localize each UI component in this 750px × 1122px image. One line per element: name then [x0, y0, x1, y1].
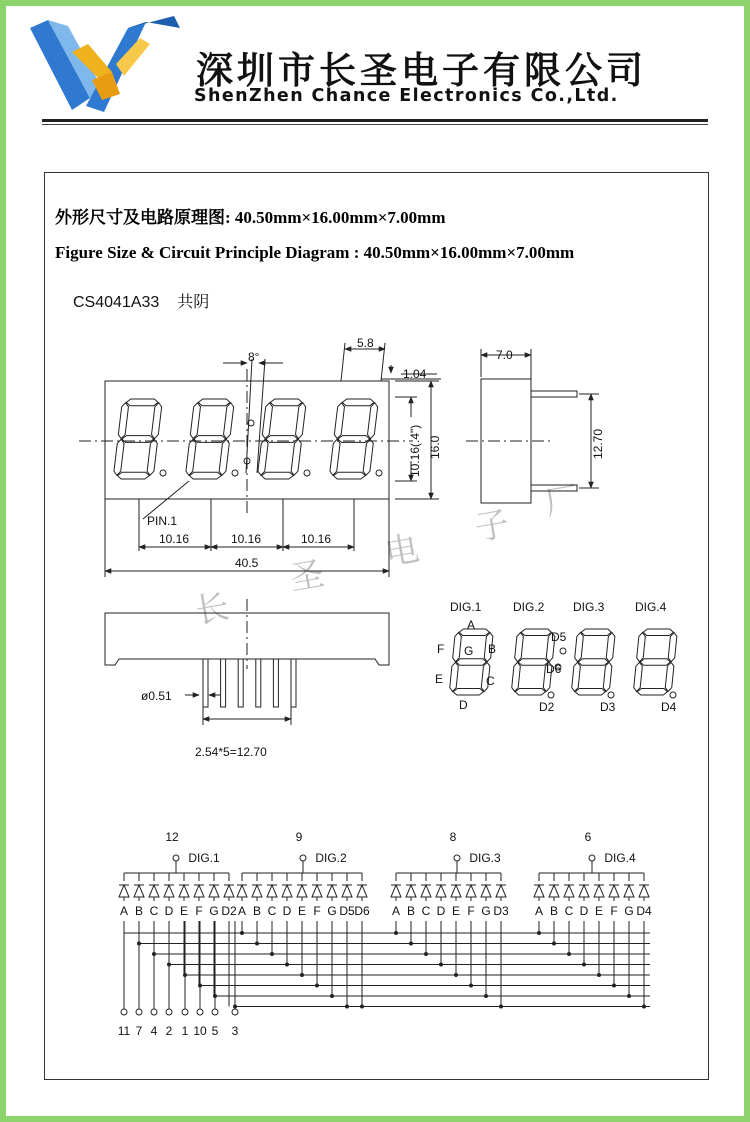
seg-label-b: B — [488, 642, 497, 656]
anode-label-3-f: F — [467, 904, 475, 918]
front-digit-2-seg-c — [219, 439, 229, 475]
led-diode — [312, 885, 322, 897]
segmap-digit-1-seg-f — [453, 633, 462, 662]
led-diode — [327, 885, 337, 897]
anode-label-3-d3: D3 — [493, 904, 509, 918]
front-digit-3-seg-d — [261, 472, 293, 479]
bottom-pin-5 — [273, 659, 278, 707]
common-pin-terminal-3 — [454, 855, 460, 861]
anode-label-1-e: E — [179, 904, 189, 918]
title-en: Figure Size & Circuit Principle Diagram : 40.50mm×16.00mm×7.00mm — [55, 243, 575, 262]
front-digit-2-seg-e — [186, 439, 196, 475]
front-dp-3 — [304, 470, 310, 476]
bottom-pin-terminal-5 — [182, 1009, 188, 1015]
anode-label-4-c: C — [564, 904, 574, 918]
company-logo — [28, 10, 188, 114]
led-diode — [534, 885, 544, 897]
dim-segment-width: 5.8 — [357, 336, 374, 350]
led-diode — [549, 885, 559, 897]
segmap-digit-3-seg-e — [572, 662, 581, 691]
segmap-digit-4-seg-c — [665, 662, 674, 691]
segmap-digit-1-seg-d — [453, 689, 483, 695]
company-name-cn: 深圳市长圣电子有限公司 — [196, 49, 647, 92]
anode-label-4-d4: D4 — [636, 904, 652, 918]
led-diode — [406, 885, 416, 897]
segmap-dig3: DIG.3 — [573, 600, 605, 614]
segmap-dig1: DIG.1 — [450, 600, 482, 614]
schematic-dig-label-1: DIG.1 — [188, 851, 220, 865]
anode-label-4-f: F — [610, 904, 618, 918]
segment-map-labels — [435, 600, 677, 714]
segmap-dp-3 — [608, 692, 614, 698]
led-diode — [209, 885, 219, 897]
led-diode — [481, 885, 491, 897]
side-view — [466, 349, 599, 503]
led-diode — [342, 885, 352, 897]
seg-label-a: A — [467, 618, 476, 632]
front-digit-4-seg-e — [330, 439, 340, 475]
anode-label-3-c: C — [421, 904, 431, 918]
front-digit-1-seg-a — [126, 399, 158, 406]
led-diode — [564, 885, 574, 897]
dim-pin-diameter: ø0.51 — [141, 689, 172, 703]
front-digit-3-seg-b — [296, 403, 306, 439]
bottom-pin-6 — [291, 659, 296, 707]
front-digit-1-seg-f — [118, 403, 128, 439]
segmap-digit-2-seg-g — [518, 659, 548, 665]
technical-drawing — [45, 173, 710, 1081]
bottom-pin-terminal-7 — [212, 1009, 218, 1015]
anode-label-2-f: F — [313, 904, 321, 918]
segmap-digit-4-seg-b — [668, 633, 677, 662]
bottom-pin-1: 11 — [117, 1024, 131, 1038]
bottom-pin-3 — [238, 659, 243, 707]
dp-label-d2: D2 — [539, 700, 555, 714]
segmap-dp-4 — [670, 692, 676, 698]
segmap-colon-upper — [560, 648, 566, 654]
anode-label-1-d2: D2 — [221, 904, 237, 918]
anode-label-2-d: D — [282, 904, 292, 918]
segmap-digit-3-seg-f — [575, 633, 584, 662]
bottom-pin-2 — [221, 659, 226, 707]
common-pin-terminal-1 — [173, 855, 179, 861]
common-pin-4: 6 — [584, 830, 592, 844]
segmap-digit-4-seg-d — [637, 689, 667, 695]
bottom-pin-3: 4 — [150, 1024, 158, 1038]
anode-label-4-e: E — [594, 904, 604, 918]
watermark-char-3: 电 — [382, 529, 423, 574]
bottom-pins — [203, 659, 296, 707]
led-diode — [451, 885, 461, 897]
bottom-pin-4: 2 — [165, 1024, 173, 1038]
led-diode — [164, 885, 174, 897]
schematic-dig-label-3: DIG.3 — [469, 851, 501, 865]
segmap-digit-3-seg-d — [575, 689, 605, 695]
seg-label-g: G — [464, 644, 474, 658]
bottom-pin-terminal-6 — [197, 1009, 203, 1015]
front-digit-4-seg-d — [333, 472, 365, 479]
front-dp-4 — [376, 470, 382, 476]
bottom-pin-4 — [256, 659, 261, 707]
dp-label-d3: D3 — [600, 700, 616, 714]
header-rule — [42, 119, 708, 122]
dim-angle: 8° — [248, 350, 260, 364]
common-pin-2: 9 — [295, 830, 303, 844]
led-diode — [194, 885, 204, 897]
company-header — [6, 6, 744, 126]
front-dp-2 — [232, 470, 238, 476]
segmap-digit-1-seg-g — [456, 659, 486, 665]
segmap-digit-3-seg-b — [606, 633, 615, 662]
bottom-pin-1 — [203, 659, 208, 707]
anode-label-1-c: C — [149, 904, 159, 918]
led-diode — [357, 885, 367, 897]
segmap-digit-3-seg-a — [581, 629, 611, 635]
bottom-pin-terminal-2 — [136, 1009, 142, 1015]
anode-label-2-d5: D5 — [339, 904, 355, 918]
watermark-char-4: 子 — [472, 504, 513, 549]
led-diode — [496, 885, 506, 897]
segmap-digit-4-seg-a — [643, 629, 673, 635]
drawing-frame — [44, 172, 709, 1080]
led-diode — [609, 885, 619, 897]
bottom-pin-5: 1 — [181, 1024, 189, 1038]
common-pin-3: 8 — [449, 830, 457, 844]
colon-label-d5: D5 — [551, 630, 567, 644]
led-diode — [224, 885, 234, 897]
pin1-label: PIN.1 — [147, 514, 178, 528]
segmap-digit-4-seg-f — [637, 633, 646, 662]
datasheet-page — [6, 6, 744, 1116]
front-digit-3-seg-c — [291, 439, 301, 475]
front-digit-2-seg-d — [189, 472, 221, 479]
schematic-dig-label-2: DIG.2 — [315, 851, 347, 865]
led-diode — [119, 885, 129, 897]
common-pin-terminal-4 — [589, 855, 595, 861]
led-diode — [639, 885, 649, 897]
dim-pitch-1: 10.16 — [159, 532, 190, 546]
dim-width: 40.5 — [235, 556, 259, 570]
dim-pitch-2: 10.16 — [231, 532, 262, 546]
led-diode — [179, 885, 189, 897]
segmap-digit-2-seg-f — [515, 633, 524, 662]
company-name-en: ShenZhen Chance Electronics Co.,Ltd. — [194, 86, 619, 106]
led-diode — [237, 885, 247, 897]
bottom-pin-terminal-3 — [151, 1009, 157, 1015]
front-digit-2-seg-f — [190, 403, 200, 439]
segmap-digit-3-seg-c — [603, 662, 612, 691]
front-digit-4-seg-c — [363, 439, 373, 475]
seg-label-e: E — [435, 672, 444, 686]
led-diode — [391, 885, 401, 897]
watermark-char-5: 厂 — [542, 479, 583, 524]
front-digit-1-seg-c — [147, 439, 157, 475]
dp-label-d4: D4 — [661, 700, 677, 714]
front-digit-4-seg-a — [342, 399, 374, 406]
bottom-pin-terminal-8 — [232, 1009, 238, 1015]
common-pin-terminal-2 — [300, 855, 306, 861]
dim-pin-row: 12.70 — [591, 428, 605, 459]
header-rule-thin — [42, 124, 708, 125]
led-diode — [267, 885, 277, 897]
segmap-dig4: DIG.4 — [635, 600, 667, 614]
bottom-view — [105, 599, 389, 725]
bottom-pin-terminal-1 — [121, 1009, 127, 1015]
led-diode — [134, 885, 144, 897]
seg-label-f: F — [437, 642, 445, 656]
dim-depth: 7.0 — [496, 348, 513, 362]
front-digit-1-seg-b — [152, 403, 162, 439]
anode-label-2-a: A — [237, 904, 247, 918]
dim-pin-span: 2.54*5=12.70 — [195, 745, 267, 759]
led-diode — [436, 885, 446, 897]
anode-label-4-b: B — [549, 904, 559, 918]
bottom-pin-2: 7 — [135, 1024, 143, 1038]
watermark-char-1: 长 — [192, 587, 233, 632]
led-diode — [579, 885, 589, 897]
part-number: CS4041A33 — [73, 294, 160, 311]
anode-label-1-b: B — [134, 904, 144, 918]
dim-pitch-3: 10.16 — [301, 532, 332, 546]
led-diode — [594, 885, 604, 897]
front-digit-4-seg-b — [368, 403, 378, 439]
front-dp-1 — [160, 470, 166, 476]
anode-label-2-c: C — [267, 904, 277, 918]
common-type: 共阴 — [177, 294, 210, 311]
anode-label-4-g: G — [624, 904, 634, 918]
schematic-dig-label-4: DIG.4 — [604, 851, 636, 865]
bottom-pin-8: 3 — [231, 1024, 239, 1038]
title-cn: 外形尺寸及电路原理图: 40.50mm×16.00mm×7.00mm — [55, 208, 446, 227]
led-diode — [421, 885, 431, 897]
dim-dp-offset: 1.04 — [403, 367, 427, 381]
front-digit-3-seg-a — [270, 399, 302, 406]
segmap-digit-2-seg-e — [512, 662, 521, 691]
common-pin-1: 12 — [165, 830, 179, 844]
segmap-dig2: DIG.2 — [513, 600, 545, 614]
anode-label-1-d: D — [164, 904, 174, 918]
anode-label-2-g: G — [327, 904, 337, 918]
anode-label-3-g: G — [481, 904, 491, 918]
circuit-schematic — [118, 830, 652, 1038]
front-digit-2-seg-a — [198, 399, 230, 406]
anode-label-3-d: D — [436, 904, 446, 918]
segmap-digit-2-seg-d — [515, 689, 545, 695]
front-digit-1-seg-d — [117, 472, 149, 479]
front-digit-3-seg-f — [262, 403, 272, 439]
colon-label-d6: D6 — [546, 662, 562, 676]
led-diode — [252, 885, 262, 897]
anode-label-2-e: E — [297, 904, 307, 918]
anode-label-1-a: A — [119, 904, 129, 918]
bottom-pin-7: 5 — [211, 1024, 219, 1038]
front-digit-2-seg-b — [224, 403, 234, 439]
led-diode — [149, 885, 159, 897]
bottom-pin-6: 10 — [193, 1024, 207, 1038]
side-view-labels — [496, 348, 605, 459]
anode-label-2-b: B — [252, 904, 262, 918]
anode-label-3-b: B — [406, 904, 416, 918]
led-diode — [297, 885, 307, 897]
seg-label-d: D — [459, 698, 468, 712]
segmap-digit-2-seg-a — [521, 629, 551, 635]
segmap-digit-4-seg-g — [640, 659, 670, 665]
anode-label-2-d6: D6 — [354, 904, 370, 918]
led-diode — [466, 885, 476, 897]
segmap-digit-4-seg-e — [634, 662, 643, 691]
anode-label-3-e: E — [451, 904, 461, 918]
anode-label-3-a: A — [391, 904, 401, 918]
segmap-digit-1-seg-e — [450, 662, 459, 691]
front-digit-1-seg-e — [114, 439, 124, 475]
led-diode — [624, 885, 634, 897]
anode-label-1-f: F — [195, 904, 203, 918]
segmap-dp-2 — [548, 692, 554, 698]
watermark-char-2: 圣 — [287, 554, 328, 599]
dim-digit-height: 10.16(.4") — [408, 424, 422, 477]
dim-height: 16.0 — [428, 435, 442, 459]
anode-label-1-g: G — [209, 904, 219, 918]
segmap-digit-3-seg-g — [578, 659, 608, 665]
anode-label-4-d: D — [579, 904, 589, 918]
front-digit-4-seg-f — [334, 403, 344, 439]
bottom-pin-terminal-4 — [166, 1009, 172, 1015]
anode-label-4-a: A — [534, 904, 544, 918]
led-diode — [282, 885, 292, 897]
seg-label-c: C — [486, 674, 495, 688]
